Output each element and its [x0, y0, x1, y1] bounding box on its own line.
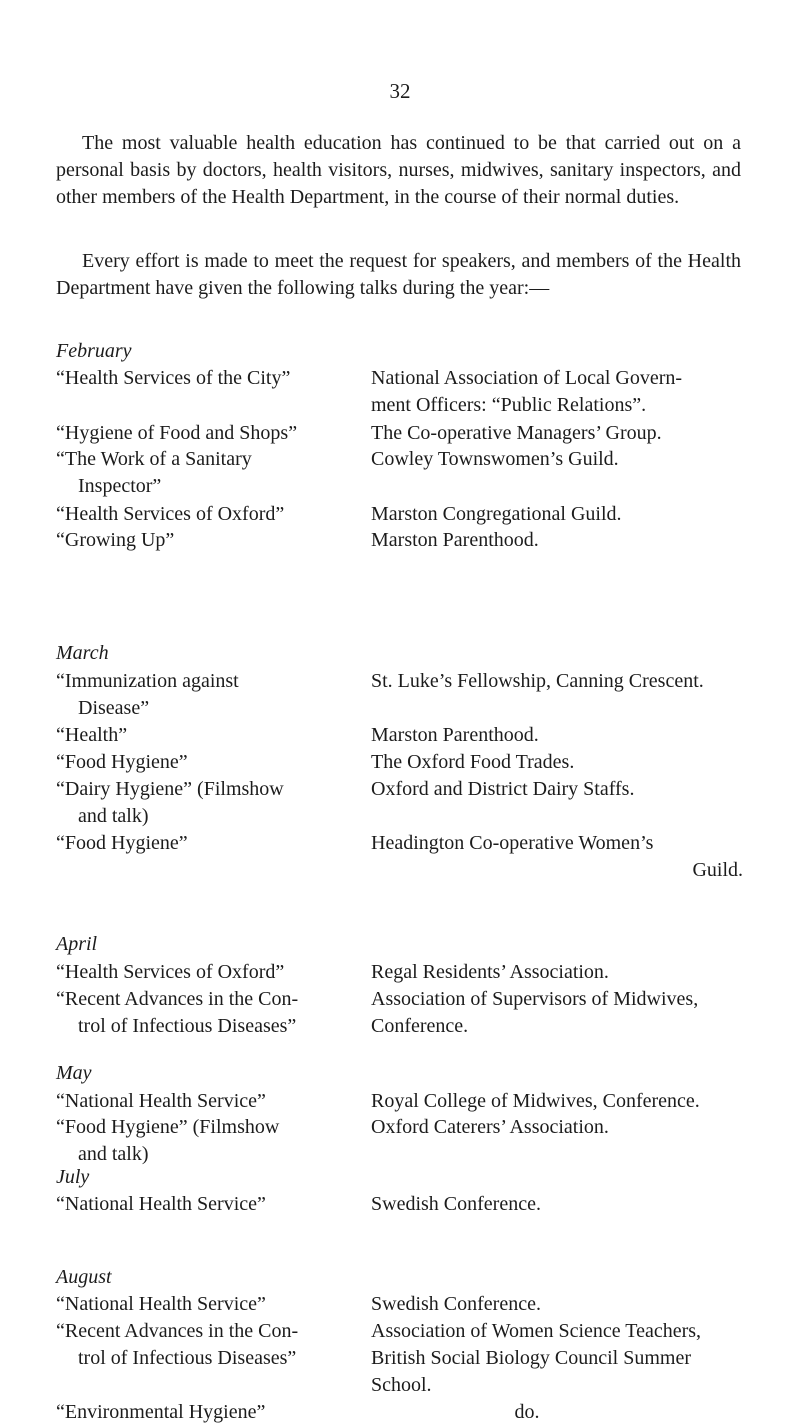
venue-line: British Social Biology Council Summer [371, 1347, 691, 1369]
venue-line: Headington Co-operative Women’s [371, 832, 654, 854]
talk-title: “The Work of a Sanitary Inspector” [56, 448, 252, 497]
talk-title: “Food Hygiene” [56, 751, 188, 773]
talk-venue [371, 420, 743, 447]
talk-title: “Health Services of the City” [56, 367, 291, 389]
talk-title: “Food Hygiene” (Filmshow and talk) [56, 1116, 280, 1165]
venue-line: The Co-operative Managers’ Group. [371, 422, 662, 444]
talk-venue [371, 749, 743, 776]
month-heading: March [56, 642, 109, 664]
venue-line: St. Luke’s Fellowship, Canning Crescent. [371, 670, 704, 692]
talk-venue [371, 1399, 743, 1426]
talk-venue [371, 830, 743, 884]
talk-venue [371, 668, 743, 695]
page-number: 32 [389, 79, 411, 103]
talk-venue [371, 1291, 743, 1318]
venue-line: Marston Congregational Guild. [371, 503, 622, 525]
talk-venue [371, 365, 743, 419]
talk-venue [371, 527, 743, 554]
venue-line: National Association of Local Govern- [371, 367, 683, 389]
talk-venue [371, 1191, 743, 1218]
venue-line: do. [514, 1401, 540, 1423]
talk-venue [371, 776, 743, 803]
talk-title: “Immunization against Disease” [56, 670, 239, 719]
month-heading: April [56, 933, 98, 955]
venue-line: Oxford Caterers’ Association. [371, 1116, 609, 1138]
venue-line: Marston Parenthood. [371, 724, 539, 746]
month-heading: July [56, 1166, 90, 1188]
intro-paragraph: The most valuable health education has continued to be that carried out on a personal basis by doctors, health visitors, nurses, midwives, sanitary inspectors, and other members of the Health Department, in the course of their normal duties. [56, 132, 741, 208]
month-heading: May [56, 1062, 92, 1084]
talk-title: “Recent Advances in the Con- trol of Infectious Diseases” [56, 1320, 299, 1369]
talk-title: “National Health Service” [56, 1193, 266, 1215]
venue-line: Royal College of Midwives, Conference. [371, 1090, 700, 1112]
venue-line: School. [371, 1374, 432, 1396]
venue-line: Conference. [371, 1015, 469, 1037]
venue-line: Marston Parenthood. [371, 529, 539, 551]
venue-line: Swedish Conference. [371, 1193, 541, 1215]
talk-title: “Dairy Hygiene” (Filmshow and talk) [56, 778, 284, 827]
talk-title: “Food Hygiene” [56, 832, 188, 854]
venue-line: Association of Supervisors of Midwives, [371, 988, 699, 1010]
talk-title: “Health” [56, 724, 128, 746]
venue-line: Cowley Townswomen’s Guild. [371, 448, 619, 470]
venue-line: Swedish Conference. [371, 1293, 541, 1315]
talk-venue [371, 1088, 743, 1115]
talk-title: “Recent Advances in the Con- trol of Infectious Diseases” [56, 988, 299, 1037]
talk-title: “Health Services of Oxford” [56, 503, 285, 525]
month-heading: February [56, 340, 132, 362]
talk-title: “Environmental Hygiene” [56, 1401, 266, 1423]
speakers-paragraph: Every effort is made to meet the request for speakers, and members of the Health Department have given the following talks during the year:— [56, 250, 741, 299]
talk-title: “National Health Service” [56, 1090, 266, 1112]
talk-venue [371, 986, 743, 1040]
talk-venue [371, 1318, 743, 1399]
month-heading: August [56, 1266, 112, 1288]
talk-title: “Hygiene of Food and Shops” [56, 422, 298, 444]
venue-line: Regal Residents’ Association. [371, 961, 609, 983]
venue-line: The Oxford Food Trades. [371, 751, 575, 773]
talk-title: “Growing Up” [56, 529, 175, 551]
venue-line: ment Officers: “Public Relations”. [371, 394, 647, 416]
talk-venue [371, 959, 743, 986]
talk-venue [371, 501, 743, 528]
venue-line: Guild. [692, 859, 743, 881]
talk-title: “National Health Service” [56, 1293, 266, 1315]
talk-venue [371, 446, 743, 473]
talk-venue [371, 1114, 743, 1141]
talk-venue [371, 722, 743, 749]
venue-line: Oxford and District Dairy Staffs. [371, 778, 635, 800]
talk-title: “Health Services of Oxford” [56, 961, 285, 983]
venue-line: Association of Women Science Teachers, [371, 1320, 702, 1342]
